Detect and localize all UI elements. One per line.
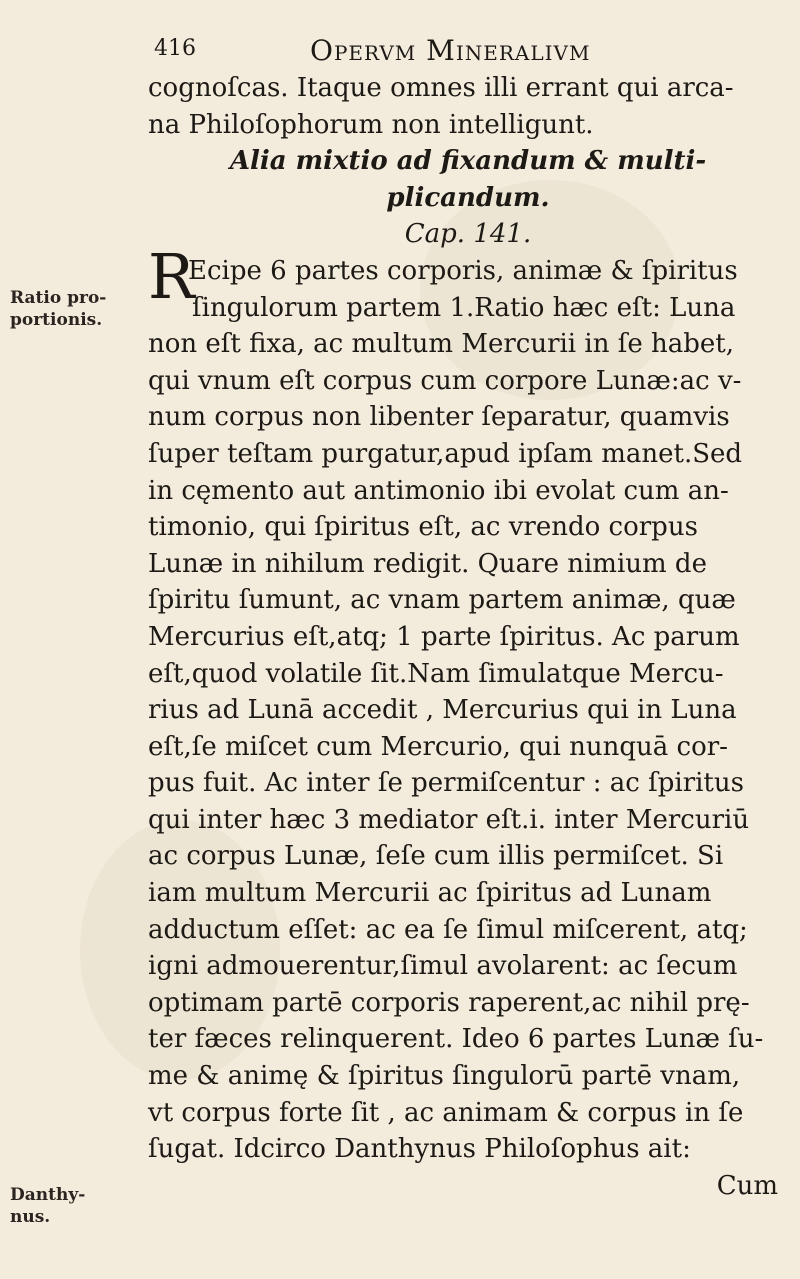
paragraph-lines — [148, 326, 788, 1168]
page-header — [140, 30, 780, 70]
text-line: cognoſcas. Itaque omnes illi errant qui arca- — [148, 73, 734, 103]
drop-capital: R — [148, 239, 195, 313]
margin-note-line: portionis. — [10, 310, 103, 330]
text-line: ac corpus Lunæ, ſeſe cum illis permiſcet. Si — [148, 841, 724, 872]
margin-note-danthynus — [10, 1184, 135, 1228]
text-line: ſuper teſtam purgatur,apud ipſam manet.Sed — [148, 438, 743, 469]
text-line: in cęmento aut antimonio ibi evolat cum an- — [148, 475, 729, 506]
margin-note-line: nus. — [10, 1207, 51, 1227]
text-line: igni admouerentur,ſimul avolarent: ac ſecum — [148, 951, 738, 982]
margin-note-line: Danthy- — [10, 1185, 86, 1205]
text-line: rius ad Lunā accedit , Mercurius qui in Luna — [148, 695, 737, 726]
text-line: ter fæces relinquerent. Ideo 6 partes Lunæ ſu- — [148, 1024, 764, 1055]
text-line: non eſt fixa, ac multum Mercurii in ſe habet, — [148, 329, 734, 360]
text-line: na Philoſophorum non intelligunt. — [148, 109, 594, 140]
text-line: qui inter hæc 3 mediator eſt.i. inter Mercuriū — [148, 804, 750, 835]
text-line: eſt,ſe miſcet cum Mercurio, qui nunquā cor- — [148, 731, 728, 762]
margin-note-line: Ratio pro- — [10, 288, 107, 308]
chapter-number: Cap. 141. — [404, 219, 532, 250]
text-line: pus fuit. Ac inter ſe permiſcentur : ac ſpiritus — [148, 768, 744, 799]
text-line: timonio, qui ſpiritus eſt, ac vrendo corpus — [148, 512, 698, 543]
body-text — [148, 70, 788, 1204]
text-line: Ecipe 6 partes corporis, animæ & ſpiritus — [188, 255, 738, 286]
text-line: vt corpus forte ſit , ac animam & corpus in ſe — [148, 1097, 744, 1128]
text-line: Mercurius eſt,atq; 1 parte ſpiritus. Ac parum — [148, 621, 740, 652]
text-line: ſugat. Idcirco Danthynus Philoſophus ait: — [148, 1134, 691, 1165]
running-head: Opervm Mineralivm — [310, 34, 591, 67]
text-line: num corpus non libenter ſeparatur, quamvis — [148, 402, 730, 433]
text-line: me & animę & ſpiritus ſingulorū partē vnam, — [148, 1061, 741, 1092]
text-line: adductum eſſet: ac ea ſe ſimul miſcerent, atq; — [148, 914, 748, 945]
catchword: Cum — [716, 1170, 778, 1201]
text-line: eſt,quod volatile ſit.Nam ſimulatque Mercu- — [148, 658, 724, 689]
text-line: qui vnum eſt corpus cum corpore Lunæ:ac v- — [148, 365, 742, 396]
text-line: optimam partē corporis raperent,ac nihil prę- — [148, 987, 750, 1018]
text-line: ſpiritu ſumunt, ac vnam partem animæ, quæ — [148, 585, 736, 616]
section-heading: Alia mixtio ad fixandum & multi- — [229, 146, 707, 177]
text-line: iam multum Mercurii ac ſpiritus ad Lunam — [148, 878, 712, 909]
text-line: Lunæ in nihilum redigit. Quare nimium de — [148, 548, 707, 579]
section-heading: plicandum. — [386, 182, 550, 213]
page-number: 416 — [154, 36, 196, 61]
text-line: ſingulorum partem 1.Ratio hæc eſt: Luna — [192, 292, 736, 323]
margin-note-ratio — [10, 287, 135, 331]
